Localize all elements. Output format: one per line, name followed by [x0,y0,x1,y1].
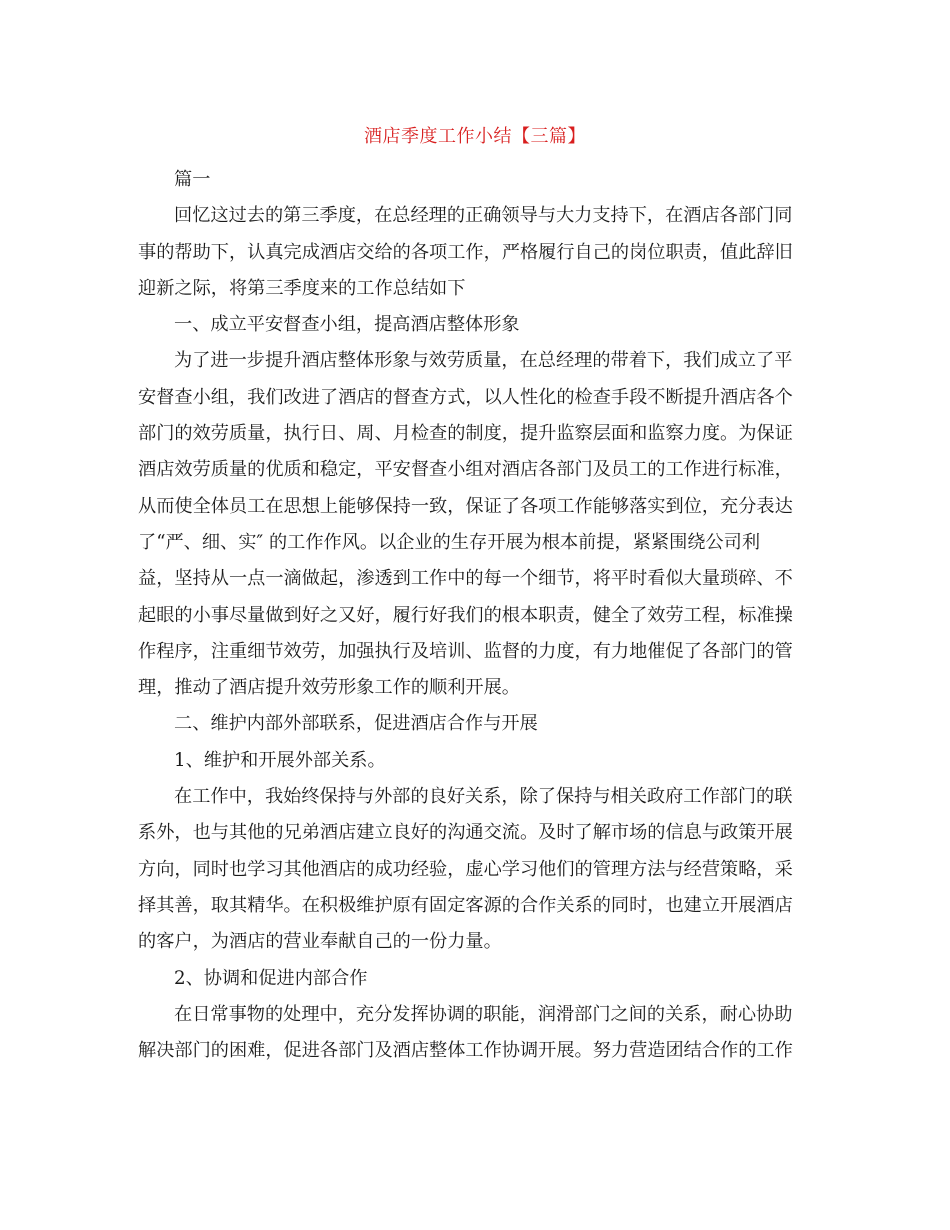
paragraph-line: 酒店效劳质量的优质和稳定，平安督查小组对酒店各部门及员工的工作进行标准， [138,459,793,481]
subsection-heading: 一、成立平安督查小组，提高酒店整体形象 [174,314,520,336]
paragraph-line: 理，推动了酒店提升效劳形象工作的顺利开展。 [138,677,520,699]
paragraph-line: 作程序，注重细节效劳，加强执行及培训、监督的力度，有力地催促了各部门的管 [138,640,793,662]
paragraph-line: 益，坚持从一点一滴做起，渗透到工作中的每一个细节，将平时看似大量琐碎、不 [138,568,793,590]
paragraph-line: 的客户，为酒店的营业奉献自己的一份力量。 [138,931,502,953]
document-body [138,162,814,1069]
section-heading: 篇一 [174,169,211,190]
paragraph-line: 部门的效劳质量，执行日、周、月检查的制度，提升监察层面和监察力度。为保证 [138,423,793,445]
paragraph-line: 为了进一步提升酒店整体形象与效劳质量，在总经理的带着下，我们成立了平 [174,350,793,372]
item-heading: 1、维护和开展外部关系。 [174,749,386,771]
paragraph-line: 了“严、细、实″ 的工作作风。以企业的生存开展为根本前提，紧紧围绕公司利 [138,531,761,553]
paragraph-line: 在工作中，我始终保持与外部的良好关系，除了保持与相关政府工作部门的联 [174,786,793,808]
paragraph-line: 起眼的小事尽量做到好之又好，履行好我们的根本职责，健全了效劳工程，标准操 [138,604,793,626]
paragraph-line: 在日常事物的处理中，充分发挥协调的职能，润滑部门之间的关系，耐心协助 [174,1003,793,1025]
paragraph-line: 系外，也与其他的兄弟酒店建立良好的沟通交流。及时了解市场的信息与政策开展 [138,822,793,844]
paragraph-line: 安督查小组，我们改进了酒店的督查方式，以人性化的检查手段不断提升酒店各个 [138,386,793,408]
paragraph-line: 方向，同时也学习其他酒店的成功经验，虚心学习他们的管理方法与经营策略，采 [138,858,793,880]
paragraph-line: 回忆这过去的第三季度，在总经理的正确领导与大力支持下，在酒店各部门同 [174,205,793,227]
paragraph-line: 事的帮助下，认真完成酒店交给的各项工作，严格履行自己的岗位职责，值此辞旧 [138,241,793,263]
subsection-heading: 二、维护内部外部联系，促进酒店合作与开展 [174,713,538,735]
paragraph-line: 迎新之际，将第三季度来的工作总结如下 [138,277,466,299]
paragraph-line: 择其善，取其精华。在积极维护原有固定客源的合作关系的同时，也建立开展酒店 [138,894,793,916]
item-heading: 2、协调和促进内部合作 [174,967,368,989]
paragraph-line: 解决部门的困难，促进各部门及酒店整体工作协调开展。努力营造团结合作的工作 [138,1040,793,1062]
paragraph-line: 从而使全体员工在思想上能够保持一致，保证了各项工作能够落实到位，充分表达 [138,495,793,517]
document-title: 酒店季度工作小结【三篇】 [364,126,586,147]
